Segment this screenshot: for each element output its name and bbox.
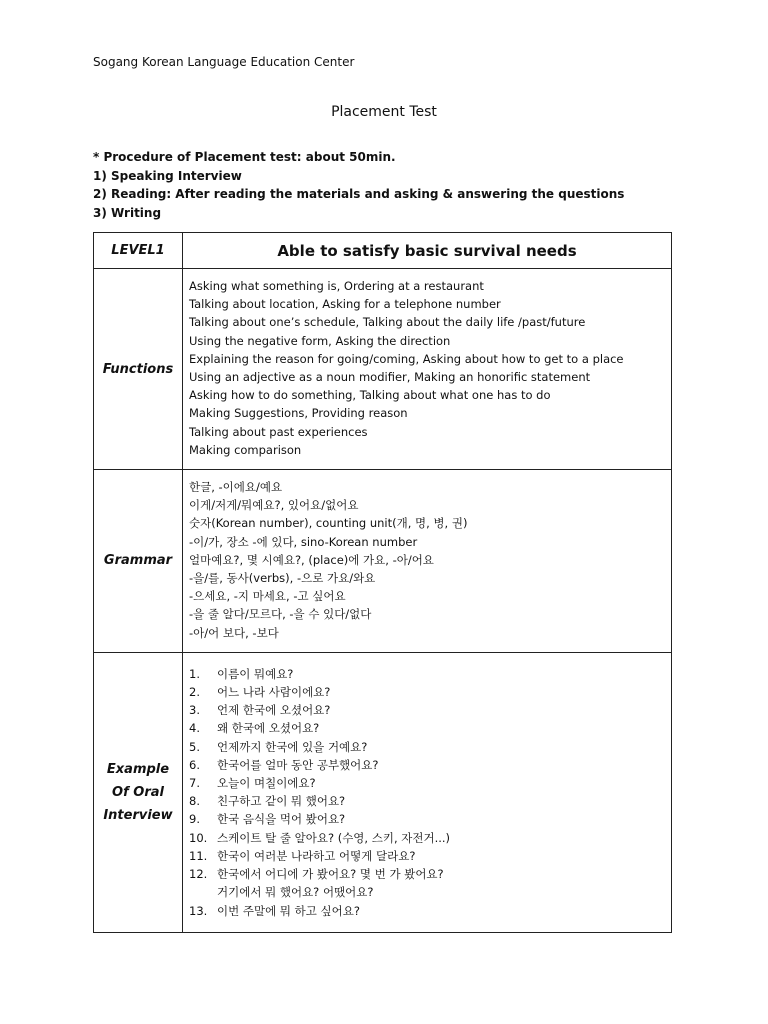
list-item: Making comparison [189, 442, 302, 457]
list-item: -을 줄 알다/모르다, -을 수 있다/없다 [189, 607, 372, 622]
functions-label: Functions [94, 269, 183, 470]
question-text: 어느 나라 사람이에요? [217, 685, 331, 700]
question-number: 3. [189, 703, 200, 718]
list-item [189, 883, 665, 901]
list-item [189, 774, 665, 792]
list-item: 얼마예요?, 몇 시예요?, (place)에 가요, -아/어요 [189, 552, 434, 567]
functions-list [183, 269, 672, 470]
list-item: 이게/저게/뭐예요?, 있어요/없어요 [189, 498, 359, 513]
question-number: 10. [189, 830, 208, 845]
question-text: 한국이 여러분 나라하고 어떻게 달라요? [217, 848, 416, 863]
list-item: -아/어 보다, -보다 [189, 625, 279, 640]
interview-label-line: Example [106, 761, 170, 777]
list-item: Asking what something is, Ordering at a restaurant [189, 279, 484, 293]
list-item [189, 829, 665, 847]
list-item [189, 719, 665, 737]
interview-label-line: Of Oral [112, 784, 164, 800]
list-item [189, 665, 665, 683]
list-item: -을/를, 동사(verbs), -으로 가요/와요 [189, 571, 376, 586]
procedure-line: 3) Writing [93, 205, 162, 220]
question-text: 친구하고 같이 뭐 했어요? [217, 794, 346, 809]
question-text: 왜 한국에 오셨어요? [217, 721, 320, 736]
question-number: 7. [189, 776, 200, 791]
question-number: 6. [189, 757, 200, 772]
procedure-list [93, 148, 624, 222]
list-item: 숫자(Korean number), counting unit(개, 명, 병, 권) [189, 516, 468, 531]
list-item: Talking about location, Asking for a telephone number [189, 297, 501, 312]
question-text: 스케이트 탈 줄 알아요? (수영, 스키, 자전거...) [217, 830, 451, 845]
question-text: 이번 주말에 뭐 하고 싶어요? [217, 903, 360, 918]
header-text: Sogang Korean Language Education Center [93, 55, 355, 69]
list-item: -이/가, 장소 -에 있다, sino-Korean number [189, 534, 418, 549]
list-item [189, 902, 665, 920]
list-item: Using an adjective as a noun modifier, Making an honorific statement [189, 370, 591, 385]
question-text: 한국어를 얼마 동안 공부했어요? [217, 757, 379, 772]
list-item [189, 701, 665, 719]
question-number: 11. [189, 848, 208, 863]
grammar-list [183, 470, 672, 653]
level-description: Able to satisfy basic survival needs [183, 233, 672, 269]
question-number: 1. [189, 666, 200, 681]
procedure-line: * Procedure of Placement test: about 50min. [93, 150, 396, 164]
procedure-line: 2) Reading: After reading the materials and asking & answering the questions [93, 187, 625, 201]
question-number: 13. [189, 903, 208, 918]
level-table [93, 232, 672, 933]
list-item: -으세요, -지 마세요, -고 싶어요 [189, 589, 346, 604]
list-item: Talking about one’s schedule, Talking about the daily life /past/future [189, 315, 586, 330]
level-header-row [94, 233, 672, 269]
question-text: 거기에서 뭐 했어요? 어땠어요? [217, 885, 374, 900]
interview-list [183, 652, 672, 932]
question-text: 한국에서 어디에 가 봤어요? 몇 번 가 봤어요? [217, 867, 444, 882]
list-item [189, 810, 665, 828]
question-text: 이름이 뭐예요? [217, 666, 294, 681]
list-item [189, 865, 665, 883]
interview-row [94, 652, 672, 932]
level-label: LEVEL1 [94, 233, 183, 269]
page-title: Placement Test [331, 104, 437, 120]
list-item [189, 792, 665, 810]
question-number: 9. [189, 812, 200, 827]
list-item: 한글, -이에요/예요 [189, 480, 283, 495]
question-number: 5. [189, 739, 200, 754]
list-item: Making Suggestions, Providing reason [189, 406, 408, 421]
question-text: 언제 한국에 오셨어요? [217, 703, 331, 718]
grammar-row [94, 470, 672, 653]
list-item: Asking how to do something, Talking about what one has to do [189, 388, 551, 403]
question-number: 4. [189, 721, 200, 736]
interview-label-line: Interview [103, 807, 173, 823]
question-text: 언제까지 한국에 있을 거예요? [217, 739, 368, 754]
list-item: Talking about past experiences [189, 424, 368, 439]
question-text: 오늘이 며칠이에요? [217, 776, 316, 791]
question-number: 2. [189, 685, 200, 700]
question-number: 8. [189, 794, 200, 809]
question-text: 한국 음식을 먹어 봤어요? [217, 812, 346, 827]
list-item [189, 683, 665, 701]
grammar-label: Grammar [94, 470, 183, 653]
interview-label [94, 652, 183, 932]
list-item [189, 738, 665, 756]
list-item: Using the negative form, Asking the direction [189, 333, 451, 348]
question-number: 12. [189, 867, 208, 882]
list-item [189, 756, 665, 774]
functions-row [94, 269, 672, 470]
list-item [189, 847, 665, 865]
procedure-line: 1) Speaking Interview [93, 168, 242, 183]
list-item: Explaining the reason for going/coming, Asking about how to get to a place [189, 351, 624, 366]
